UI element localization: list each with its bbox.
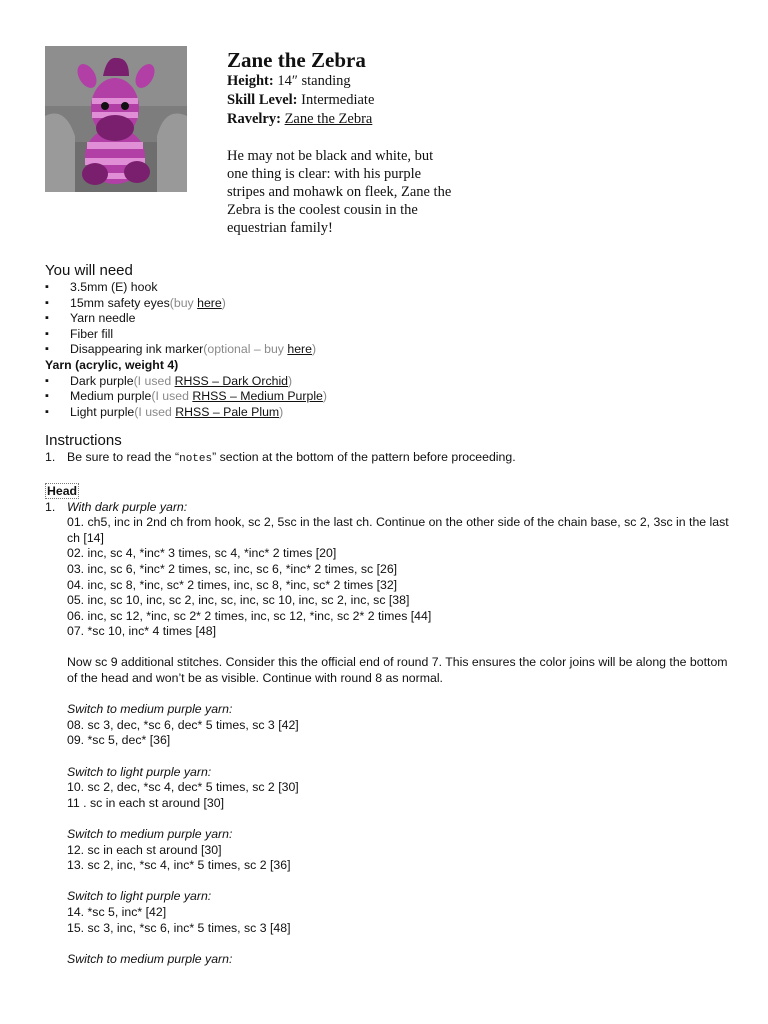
step-notes-code: notes: [179, 453, 213, 466]
height-value: 14″ standing: [277, 73, 351, 89]
round-line: 06. inc, sc 12, *inc, sc 2* 2 times, inc, sc 12, *inc, sc 2* 2 times [44]: [67, 608, 432, 623]
yarn-note-close: ): [322, 389, 328, 404]
step-text-post: ” section at the bottom of the pattern before proceeding.: [212, 450, 516, 465]
yarn-list: [45, 374, 735, 421]
head-step-number: 1.: [45, 499, 56, 514]
skill-label: Skill Level:: [227, 92, 298, 108]
ravelry-row: [227, 110, 467, 129]
skill-row: [227, 91, 467, 110]
skill-value: Intermediate: [301, 92, 375, 108]
supply-fiber-fill: Fiber fill: [70, 326, 114, 341]
supply-safety-eyes: 15mm safety eyes: [70, 295, 170, 310]
round-line: 05. inc, sc 10, inc, sc 2, inc, sc, inc, sc 10, inc, sc 2, inc, sc [38]: [67, 593, 410, 608]
zebra-photo: [45, 46, 187, 192]
pale-plum-link[interactable]: RHSS – Pale Plum: [175, 404, 280, 419]
supply-note: (buy: [169, 295, 198, 310]
yarn-note-close: ): [279, 404, 284, 419]
round-line: 04. inc, sc 8, *inc, sc* 2 times, inc, sc 8, *inc, sc* 2 times [32]: [67, 577, 398, 592]
round-line: 03. inc, sc 6, *inc* 2 times, sc, inc, sc 6, *inc* 2 times, sc [26]: [67, 561, 398, 576]
supply-item: [45, 280, 735, 296]
color-switch-label: Switch to medium purple yarn:: [67, 827, 233, 841]
head-note: Now sc 9 additional stitches. Consider this the official end of round 7. This ensures the color joins will be along the bottom of the head and won’t be as visible. Continue with round 8 as normal.: [67, 655, 728, 686]
instructions-heading: Instructions: [45, 432, 122, 450]
round-line: 09. *sc 5, dec* [36]: [67, 733, 171, 748]
pattern-header: [227, 48, 467, 237]
yarn-note: (I used: [133, 373, 175, 388]
yarn-heading: Yarn (acrylic, weight 4): [45, 357, 179, 372]
yarn-medium-purple: Medium purple: [70, 389, 152, 404]
round-line: 01. ch5, inc in 2nd ch from hook, sc 2, 5sc in the last ch. Continue on the other side of the chain base, sc 2, 3sc in the last ch [14]: [67, 515, 729, 545]
head-step-label: With dark purple yarn:: [67, 499, 188, 514]
supply-item: [45, 342, 735, 358]
buy-marker-link[interactable]: here: [287, 342, 312, 357]
yarn-note-close: ): [288, 373, 293, 388]
supply-ink-marker: Disappearing ink marker: [70, 342, 204, 357]
ravelry-link[interactable]: Zane the Zebra: [284, 111, 373, 127]
color-switch-label: Switch to medium purple yarn:: [67, 702, 233, 717]
yarn-note: (I used: [134, 404, 176, 419]
zebra-toy-image: [45, 46, 187, 192]
supply-note-close: ): [312, 342, 317, 357]
height-row: [227, 72, 467, 91]
head-rounds: [45, 515, 735, 967]
round-line: 10. sc 2, dec, *sc 4, dec* 5 times, sc 2 [30]: [67, 780, 299, 795]
pattern-body: [45, 262, 735, 967]
round-line: 13. sc 2, inc, *sc 4, inc* 5 times, sc 2 [36]: [67, 858, 291, 873]
pattern-description: He may not be black and white, but one thing is clear: with his purple stripes and mohawk on fleek, Zane the Zebra is the coolest cousin in the equestrian family!: [227, 148, 452, 236]
height-label: Height:: [227, 73, 274, 89]
color-switch-label: Switch to medium purple yarn:: [67, 951, 233, 966]
step-number: 1.: [45, 450, 56, 465]
ravelry-label: Ravelry:: [227, 111, 281, 127]
yarn-light-purple: Light purple: [70, 404, 135, 419]
instruction-step-1: [45, 450, 735, 468]
yarn-item: [45, 389, 735, 405]
buy-eyes-link[interactable]: here: [197, 295, 222, 310]
yarn-dark-purple: Dark purple: [70, 373, 134, 388]
head-step-1: [45, 500, 735, 516]
round-line: 14. *sc 5, inc* [42]: [67, 904, 167, 919]
supply-note-close: ): [221, 295, 226, 310]
color-switch-label: Switch to light purple yarn:: [67, 764, 212, 779]
yarn-note: (I used: [151, 389, 193, 404]
round-line: 11 . sc in each st around [30]: [67, 795, 224, 810]
head-section-label: Head: [47, 483, 78, 498]
you-will-need-heading: You will need: [45, 262, 133, 279]
round-line: 07. *sc 10, inc* 4 times [48]: [67, 624, 217, 639]
yarn-item: [45, 374, 735, 390]
supply-item: [45, 311, 735, 327]
yarn-item: [45, 405, 735, 421]
round-line: 15. sc 3, inc, *sc 6, inc* 5 times, sc 3 [48]: [67, 920, 291, 935]
page-title: Zane the Zebra: [227, 48, 366, 72]
round-line: 12. sc in each st around [30]: [67, 842, 222, 857]
dark-orchid-link[interactable]: RHSS – Dark Orchid: [174, 373, 289, 388]
medium-purple-link[interactable]: RHSS – Medium Purple: [192, 389, 323, 404]
supply-yarn-needle: Yarn needle: [70, 311, 136, 326]
step-text-pre: Be sure to read the “: [67, 450, 180, 465]
round-line: 02. inc, sc 4, *inc* 3 times, sc 4, *inc* 2 times [20]: [67, 546, 337, 561]
supply-item: [45, 296, 735, 312]
supply-note: (optional – buy: [203, 342, 288, 357]
supply-hook: 3.5mm (E) hook: [70, 280, 158, 294]
color-switch-label: Switch to light purple yarn:: [67, 889, 212, 904]
supply-item: [45, 327, 735, 343]
round-line: 08. sc 3, dec, *sc 6, dec* 5 times, sc 3 [42]: [67, 717, 299, 732]
supplies-list: [45, 280, 735, 358]
